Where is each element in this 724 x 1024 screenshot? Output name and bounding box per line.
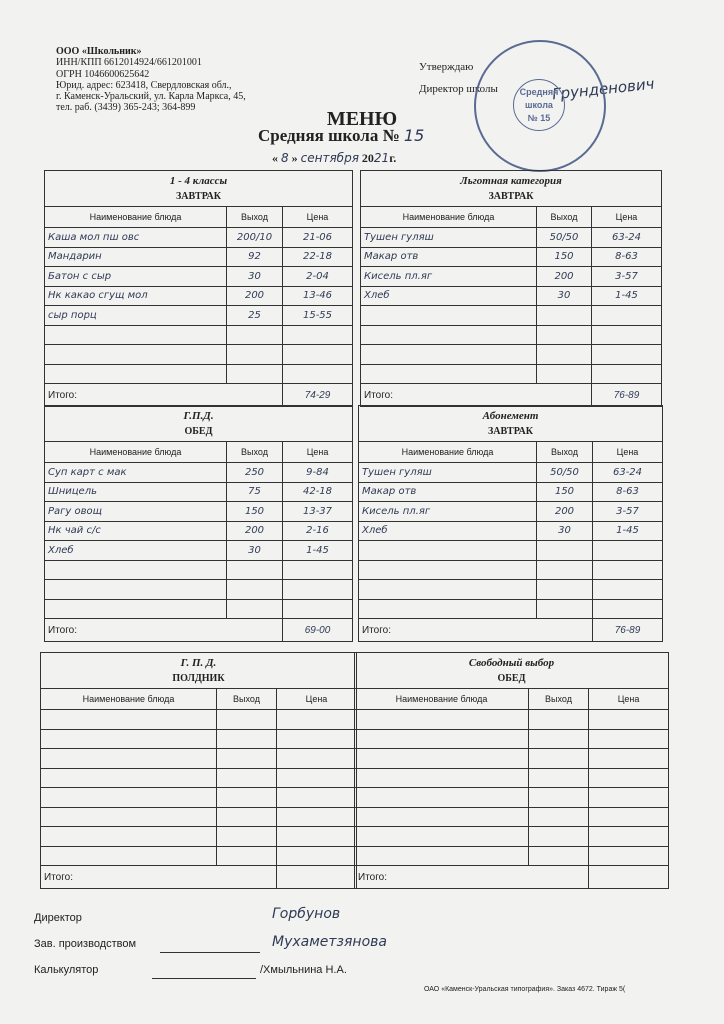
table-row — [361, 325, 662, 345]
dish-cell: Хлеб — [359, 521, 537, 541]
table-row — [359, 580, 663, 600]
price-cell: 8-63 — [593, 482, 663, 502]
menu-table — [40, 652, 357, 889]
dish-cell: Нк чай с/с — [45, 521, 227, 541]
price-cell: 15-55 — [283, 306, 353, 326]
production-sign-name: Мухаметзянова — [272, 934, 387, 950]
date-quote-close: » — [291, 151, 298, 165]
dish-cell: Хлеб — [45, 541, 227, 561]
section-meal: ПОЛДНИК — [172, 673, 225, 684]
table-row — [45, 325, 353, 345]
company-address-city: г. Каменск-Уральский, ул. Карла Маркса, 45, — [56, 91, 246, 103]
dish-cell — [355, 807, 529, 827]
stamp-line: Средняя — [519, 87, 559, 97]
total-label: Итого: — [41, 866, 277, 889]
section-group: 1 - 4 классы — [169, 175, 228, 187]
company-phone: тел. раб. (3439) 365-243; 364-899 — [56, 102, 196, 114]
table-row — [355, 827, 669, 847]
col-header-price: Цена — [277, 689, 357, 710]
output-cell — [227, 364, 283, 384]
price-cell — [283, 325, 353, 345]
output-cell — [537, 580, 593, 600]
company-name: ООО «Школьник» — [56, 46, 142, 57]
output-cell — [217, 729, 277, 749]
price-cell: 2-04 — [283, 267, 353, 287]
price-cell — [589, 827, 669, 847]
dish-cell — [45, 580, 227, 600]
output-cell — [217, 846, 277, 866]
output-cell — [529, 729, 589, 749]
output-cell — [537, 306, 592, 326]
col-header-output: Выход — [217, 689, 277, 710]
calc-sign-line — [152, 978, 256, 979]
table-row — [361, 247, 662, 267]
output-cell — [537, 599, 593, 619]
table-row — [361, 364, 662, 384]
table-row — [45, 247, 353, 267]
output-cell: 200 — [227, 521, 283, 541]
table-row — [45, 502, 353, 522]
table-row — [45, 345, 353, 365]
output-cell — [529, 846, 589, 866]
col-header-price: Цена — [283, 442, 353, 463]
price-cell — [277, 807, 357, 827]
output-cell: 200 — [537, 267, 592, 287]
price-cell: 22-18 — [283, 247, 353, 267]
total-value — [589, 866, 669, 889]
stamp-line: школа — [525, 100, 553, 110]
table-row — [355, 807, 669, 827]
dish-cell — [41, 788, 217, 808]
total-label: Итого: — [355, 866, 589, 889]
section-caption — [355, 653, 669, 689]
dish-cell — [355, 827, 529, 847]
col-header-dish: Наименование блюда — [45, 207, 227, 228]
section-group: Льготная категория — [460, 175, 562, 187]
output-cell — [529, 749, 589, 769]
menu-date — [272, 151, 396, 166]
table-row — [361, 345, 662, 365]
price-cell: 63-24 — [592, 228, 662, 248]
director-sign-label: Директор — [34, 912, 82, 924]
table-row — [359, 541, 663, 561]
dish-cell: Шницель — [45, 482, 227, 502]
dish-cell — [41, 827, 217, 847]
dish-cell: Макар отв — [361, 247, 537, 267]
price-cell — [593, 599, 663, 619]
total-label: Итого: — [359, 619, 593, 642]
table-row — [45, 560, 353, 580]
total-label: Итого: — [45, 384, 283, 407]
dish-cell: Хлеб — [361, 286, 537, 306]
date-year-prefix: 20 — [361, 151, 374, 165]
price-cell — [592, 345, 662, 365]
company-ogrn: ОГРН 1046600625642 — [56, 68, 150, 80]
dish-cell — [361, 345, 537, 365]
table-row — [45, 463, 353, 483]
company-info — [56, 46, 246, 114]
table-row — [359, 502, 663, 522]
price-cell: 13-46 — [283, 286, 353, 306]
dish-cell — [359, 580, 537, 600]
table-row — [359, 482, 663, 502]
section-group: Свободный выбор — [468, 657, 555, 669]
section-meal: ОБЕД — [497, 673, 526, 684]
table-row — [45, 286, 353, 306]
dish-cell: Рагу овощ — [45, 502, 227, 522]
table-row — [41, 788, 357, 808]
output-cell — [227, 599, 283, 619]
table-row — [41, 846, 357, 866]
dish-cell — [355, 710, 529, 730]
table-row — [45, 306, 353, 326]
price-cell: 13-37 — [283, 502, 353, 522]
price-cell: 21-06 — [283, 228, 353, 248]
price-cell: 8-63 — [592, 247, 662, 267]
output-cell — [217, 749, 277, 769]
price-cell — [592, 306, 662, 326]
section-caption — [41, 653, 357, 689]
dish-cell — [45, 345, 227, 365]
menu-table — [360, 170, 662, 407]
director-signature: Грунденович — [551, 74, 656, 104]
table-row — [41, 710, 357, 730]
dish-cell — [359, 541, 537, 561]
price-cell: 1-45 — [592, 286, 662, 306]
menu-table — [354, 652, 669, 889]
table-row — [355, 749, 669, 769]
output-cell — [217, 788, 277, 808]
col-header-dish: Наименование блюда — [361, 207, 537, 228]
dish-cell: Каша мол пш овс — [45, 228, 227, 248]
total-label: Итого: — [361, 384, 592, 407]
col-header-price: Цена — [593, 442, 663, 463]
section-caption — [359, 406, 663, 442]
price-cell: 1-45 — [593, 521, 663, 541]
menu-table — [44, 405, 353, 642]
dish-cell: Макар отв — [359, 482, 537, 502]
price-cell — [277, 846, 357, 866]
dish-cell — [355, 749, 529, 769]
menu-table — [358, 405, 663, 642]
date-year-suffix: 21 — [373, 151, 390, 165]
dish-cell — [41, 710, 217, 730]
dish-cell: Кисель пл.яг — [361, 267, 537, 287]
price-cell: 9-84 — [283, 463, 353, 483]
table-row — [355, 729, 669, 749]
dish-cell — [41, 768, 217, 788]
output-cell: 50/50 — [537, 463, 593, 483]
output-cell — [217, 768, 277, 788]
price-cell — [593, 580, 663, 600]
price-cell — [277, 788, 357, 808]
table-row — [361, 286, 662, 306]
col-header-price: Цена — [592, 207, 662, 228]
table-row — [355, 768, 669, 788]
school-title — [258, 126, 424, 146]
output-cell — [529, 807, 589, 827]
calc-sign-label: Калькулятор — [34, 964, 99, 976]
table-row — [41, 827, 357, 847]
table-row — [361, 306, 662, 326]
dish-cell — [359, 599, 537, 619]
output-cell — [227, 345, 283, 365]
output-cell — [537, 560, 593, 580]
price-cell: 3-57 — [593, 502, 663, 522]
price-cell: 2-16 — [283, 521, 353, 541]
printer-footer: ОАО «Каменск-Уральская типография». Заказ 4672. Тираж 5( — [424, 986, 626, 993]
price-cell — [277, 710, 357, 730]
dish-cell: Суп карт с мак — [45, 463, 227, 483]
col-header-output: Выход — [537, 207, 592, 228]
price-cell — [283, 560, 353, 580]
table-row — [45, 541, 353, 561]
approve-label: Утверждаю — [419, 61, 474, 73]
total-value: 74-29 — [283, 384, 353, 407]
col-header-price: Цена — [589, 689, 669, 710]
dish-cell — [355, 788, 529, 808]
company-inn: ИНН/КПП 6612014924/661201001 — [56, 57, 202, 69]
dish-cell: сыр порц — [45, 306, 227, 326]
price-cell — [277, 729, 357, 749]
output-cell: 30 — [537, 521, 593, 541]
dish-cell — [355, 846, 529, 866]
table-row — [45, 580, 353, 600]
total-value — [277, 866, 357, 889]
dish-cell: Кисель пл.яг — [359, 502, 537, 522]
col-header-dish: Наименование блюда — [45, 442, 227, 463]
table-row — [45, 482, 353, 502]
output-cell: 200 — [227, 286, 283, 306]
output-cell: 150 — [537, 247, 592, 267]
table-row — [355, 846, 669, 866]
col-header-output: Выход — [529, 689, 589, 710]
section-meal: ЗАВТРАК — [488, 191, 534, 202]
output-cell: 30 — [537, 286, 592, 306]
section-meal: ЗАВТРАК — [175, 191, 221, 202]
output-cell: 150 — [227, 502, 283, 522]
table-row — [359, 521, 663, 541]
section-group: Абонемент — [482, 410, 539, 422]
page-title: МЕНЮ — [326, 108, 398, 130]
table-row — [355, 788, 669, 808]
date-year-end: г. — [389, 151, 397, 165]
table-row — [361, 228, 662, 248]
price-cell — [589, 710, 669, 730]
output-cell — [537, 345, 592, 365]
price-cell — [589, 846, 669, 866]
menu-table — [44, 170, 353, 407]
output-cell — [529, 827, 589, 847]
table-row — [45, 521, 353, 541]
price-cell — [277, 749, 357, 769]
table-row — [355, 710, 669, 730]
dish-cell — [45, 560, 227, 580]
dish-cell — [45, 364, 227, 384]
total-value: 76-89 — [593, 619, 663, 642]
col-header-output: Выход — [227, 207, 283, 228]
price-cell — [589, 729, 669, 749]
calc-sign-name: /Хмыльнина Н.А. — [260, 964, 347, 976]
price-cell — [593, 541, 663, 561]
table-row — [41, 729, 357, 749]
output-cell — [217, 827, 277, 847]
price-cell — [283, 364, 353, 384]
col-header-output: Выход — [227, 442, 283, 463]
director-sign-name: Горбунов — [272, 906, 341, 922]
output-cell — [529, 710, 589, 730]
price-cell — [592, 325, 662, 345]
price-cell — [589, 788, 669, 808]
output-cell — [537, 325, 592, 345]
section-caption — [45, 171, 353, 207]
date-quote-open: « — [272, 151, 278, 165]
date-day: 8 — [281, 151, 289, 165]
price-cell — [589, 768, 669, 788]
output-cell: 50/50 — [537, 228, 592, 248]
col-header-dish: Наименование блюда — [41, 689, 217, 710]
col-header-dish: Наименование блюда — [355, 689, 529, 710]
price-cell: 1-45 — [283, 541, 353, 561]
output-cell — [227, 560, 283, 580]
production-sign-label: Зав. производством — [34, 938, 137, 950]
dish-cell — [41, 729, 217, 749]
output-cell — [227, 325, 283, 345]
dish-cell — [361, 306, 537, 326]
section-group: Г.П.Д. — [183, 410, 214, 422]
table-row — [45, 267, 353, 287]
output-cell: 250 — [227, 463, 283, 483]
output-cell — [227, 580, 283, 600]
output-cell — [537, 364, 592, 384]
dish-cell — [41, 846, 217, 866]
dish-cell — [45, 325, 227, 345]
table-row — [41, 749, 357, 769]
table-row — [359, 463, 663, 483]
output-cell — [217, 710, 277, 730]
section-meal: ЗАВТРАК — [487, 426, 533, 437]
output-cell — [529, 788, 589, 808]
table-row — [359, 599, 663, 619]
school-number: 15 — [403, 126, 425, 145]
dish-cell — [41, 749, 217, 769]
price-cell — [593, 560, 663, 580]
dish-cell: Мандарин — [45, 247, 227, 267]
dish-cell: Батон с сыр — [45, 267, 227, 287]
section-caption — [45, 406, 353, 442]
date-month: сентября — [300, 151, 359, 165]
dish-cell — [41, 807, 217, 827]
total-value: 76-89 — [592, 384, 662, 407]
total-value: 69-00 — [283, 619, 353, 642]
price-cell — [589, 807, 669, 827]
dish-cell — [361, 364, 537, 384]
price-cell — [283, 345, 353, 365]
table-row — [361, 267, 662, 287]
price-cell: 63-24 — [593, 463, 663, 483]
table-row — [45, 228, 353, 248]
output-cell: 75 — [227, 482, 283, 502]
output-cell — [529, 768, 589, 788]
table-row — [45, 599, 353, 619]
price-cell: 3-57 — [592, 267, 662, 287]
col-header-price: Цена — [283, 207, 353, 228]
price-cell — [283, 599, 353, 619]
price-cell: 42-18 — [283, 482, 353, 502]
dish-cell: Нк какао сгущ мол — [45, 286, 227, 306]
dish-cell — [355, 768, 529, 788]
dish-cell — [45, 599, 227, 619]
col-header-dish: Наименование блюда — [359, 442, 537, 463]
section-caption — [361, 171, 662, 207]
total-label: Итого: — [45, 619, 283, 642]
school-label: Средняя школа № — [258, 126, 400, 145]
school-stamp — [474, 40, 606, 172]
output-cell: 25 — [227, 306, 283, 326]
production-sign-line — [160, 952, 260, 953]
stamp-line: № 15 — [527, 113, 551, 123]
dish-cell — [359, 560, 537, 580]
dish-cell — [355, 729, 529, 749]
output-cell: 150 — [537, 482, 593, 502]
price-cell — [592, 364, 662, 384]
price-cell — [589, 749, 669, 769]
table-row — [41, 807, 357, 827]
dish-cell: Тушен гуляш — [359, 463, 537, 483]
price-cell — [277, 768, 357, 788]
output-cell — [537, 541, 593, 561]
director-school-label: Директор школы — [419, 83, 498, 95]
output-cell — [217, 807, 277, 827]
price-cell — [283, 580, 353, 600]
company-address: Юрид. адрес: 623418, Свердловская обл., — [56, 79, 232, 91]
col-header-output: Выход — [537, 442, 593, 463]
dish-cell — [361, 325, 537, 345]
section-group: Г. П. Д. — [180, 657, 217, 669]
table-row — [359, 560, 663, 580]
output-cell: 30 — [227, 267, 283, 287]
output-cell: 92 — [227, 247, 283, 267]
output-cell: 200 — [537, 502, 593, 522]
output-cell: 200/10 — [227, 228, 283, 248]
section-meal: ОБЕД — [184, 426, 213, 437]
output-cell: 30 — [227, 541, 283, 561]
dish-cell: Тушен гуляш — [361, 228, 537, 248]
table-row — [41, 768, 357, 788]
table-row — [45, 364, 353, 384]
price-cell — [277, 827, 357, 847]
